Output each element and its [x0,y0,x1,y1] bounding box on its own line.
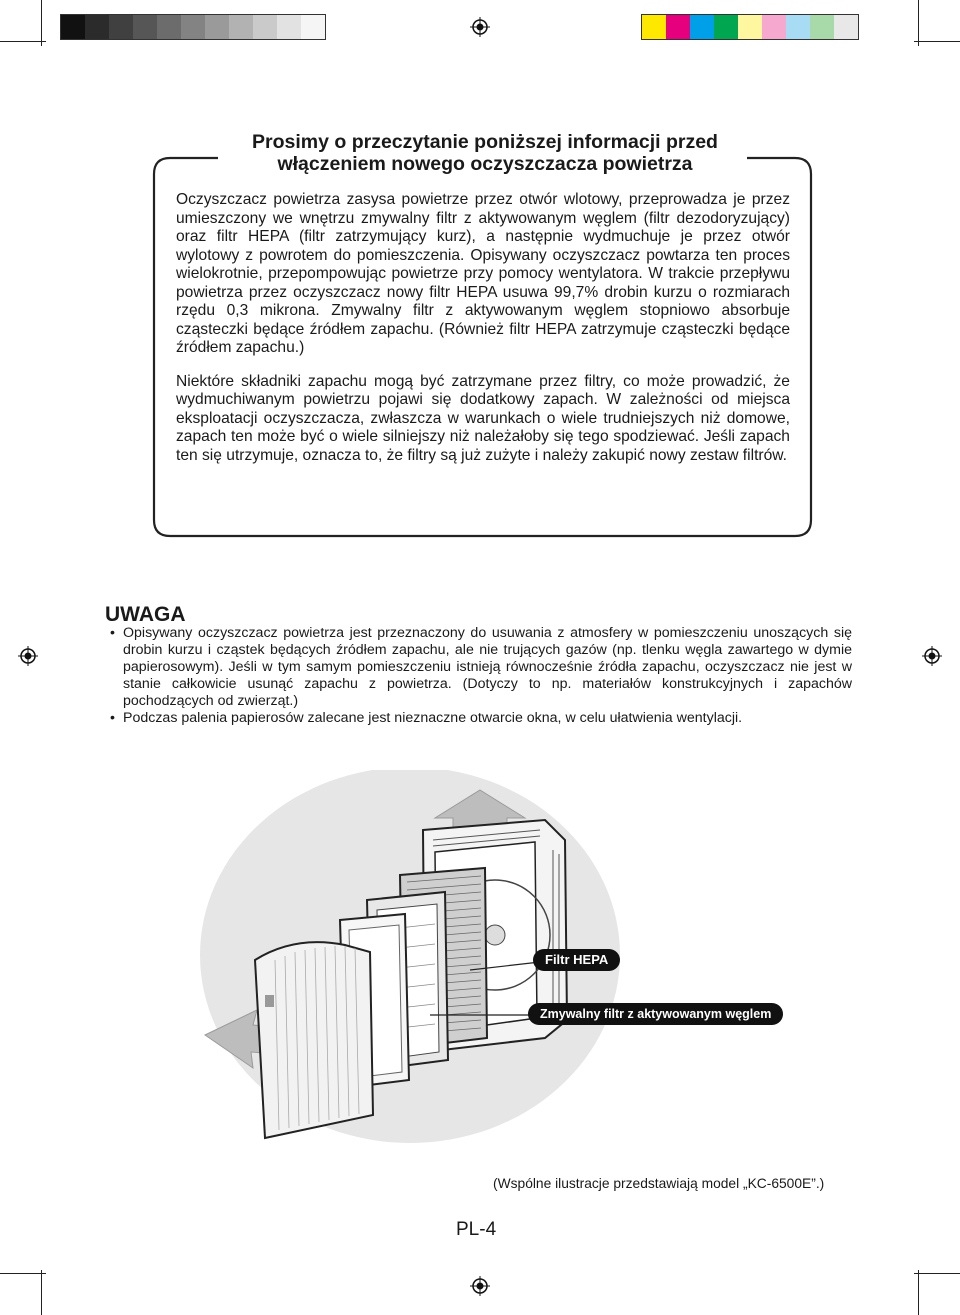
crop-mark-bottom-left-v [41,1270,42,1315]
crop-mark-bottom-right-h [914,1273,960,1274]
color-swatch [690,15,714,39]
label-hepa-filter: Filtr HEPA [533,949,620,971]
registration-mark-icon [18,646,38,666]
color-swatch [786,15,810,39]
grey-swatch [61,15,85,39]
crop-mark-bottom-right-v [918,1270,919,1315]
color-swatch [714,15,738,39]
grey-swatch [277,15,301,39]
grey-swatch [157,15,181,39]
grey-swatch [253,15,277,39]
crop-mark-bottom-left-h [0,1273,46,1274]
info-box-body [176,191,790,465]
warning-item-text: Opisywany oczyszczacz powietrza jest przeznaczony do usuwania z atmosfery w pomieszczeniu unoszących się drobin kurzu i cząstek będących źródłem zapachu, ale nie trujących gazów (np. tlenku węgla zawartego w dymie papierosowym). Jeśli w tym samym pomieszczeniu istnieją równocześnie źródła zapachu, oczyszczacz nie jest w stanie całkowicie usunąć zapachu z powietrza. (Dotyczy to np. materiałów konstrukcyjnych i zapachów pochodzących od zwierząt.) [123,625,852,709]
color-swatch [810,15,834,39]
color-swatch [834,15,858,39]
grey-swatch [181,15,205,39]
label-carbon-filter: Zmywalny filtr z aktywowanym węglem [528,1003,783,1025]
grey-swatch [85,15,109,39]
warning-item-text: Podczas palenia papierosów zalecane jest nieznaczne otwarcie okna, w celu ułatwienia wentylacji. [123,710,743,726]
grey-swatch [301,15,325,39]
illustration-caption: (Wspólne ilustracje przedstawiają model „KC-6500E”.) [493,1176,825,1191]
registration-mark-icon [470,1276,490,1296]
bullet: • [110,625,115,641]
warning-item [110,710,852,727]
color-swatch [738,15,762,39]
front-panel [255,942,373,1138]
crop-mark-top-right-v [918,0,919,46]
grey-swatch [109,15,133,39]
warning-heading: UWAGA [105,603,186,626]
info-box-title [220,131,750,175]
color-swatch [762,15,786,39]
grey-swatch-strip [60,14,326,40]
crop-mark-top-left-h [0,41,46,42]
bullet: • [110,710,115,726]
grey-swatch [133,15,157,39]
grey-swatch [205,15,229,39]
grey-swatch [229,15,253,39]
warning-list [110,625,852,727]
crop-mark-top-left-v [41,0,42,46]
page-number: PL-4 [456,1219,497,1240]
info-paragraph-1: Oczyszczacz powietrza zasysa powietrze przez otwór wlotowy, przeprowadza je przez umieszczony we wnętrzu zmywalny filtr z aktywowanym węglem (filtr dezodoryzujący) oraz filtr HEPA (filtr zatrzymujący kurz), a następnie wydmuchuje je przez otwór wylotowy z powrotem do pomieszczenia. Opisywany oczyszczacz powtarza ten proces wielokrotnie, przepompowując powietrze przy pomocy wentylatora. W trakcie przepływu powietrza przez oczyszczacz nowy filtr HEPA usuwa 99,7% drobin kurzu o rozmiarach rzędu 0,3 mikrona. Zmywalny filtr z aktywowanym węglem stopniowo absorbuje cząsteczki będące źródłem zapachu. (Również filtr HEPA zatrzymuje cząsteczki będące źródłem zapachu.) [176,191,790,356]
color-swatch-strip [641,14,859,40]
crop-mark-top-right-h [914,41,960,42]
info-box-title-line2: włączeniem nowego oczyszczacza powietrza [277,153,693,175]
info-box-title-line1: Prosimy o przeczytanie poniższej informacji przed [252,131,718,153]
info-paragraph-2: Niektóre składniki zapachu mogą być zatrzymane przez filtry, co może prowadzić, że wydmuchiwanym powietrzu pojawi się dodatkowy zapach. W zależności od miejsca eksploatacji oczyszczacza, zwłaszcza w warunkach o wiele trudniejszych niż domowe, zapach ten może być o wiele silniejszy niż należałoby się tego spodziewać. Jeśli zapach ten się utrzymuje, oznacza to, że filtry są już zużyte i należy zakupić nowy zestaw filtrów. [176,372,790,464]
warning-item [110,625,852,710]
color-swatch [666,15,690,39]
registration-mark-icon [470,17,490,37]
registration-mark-icon [922,646,942,666]
color-swatch [642,15,666,39]
